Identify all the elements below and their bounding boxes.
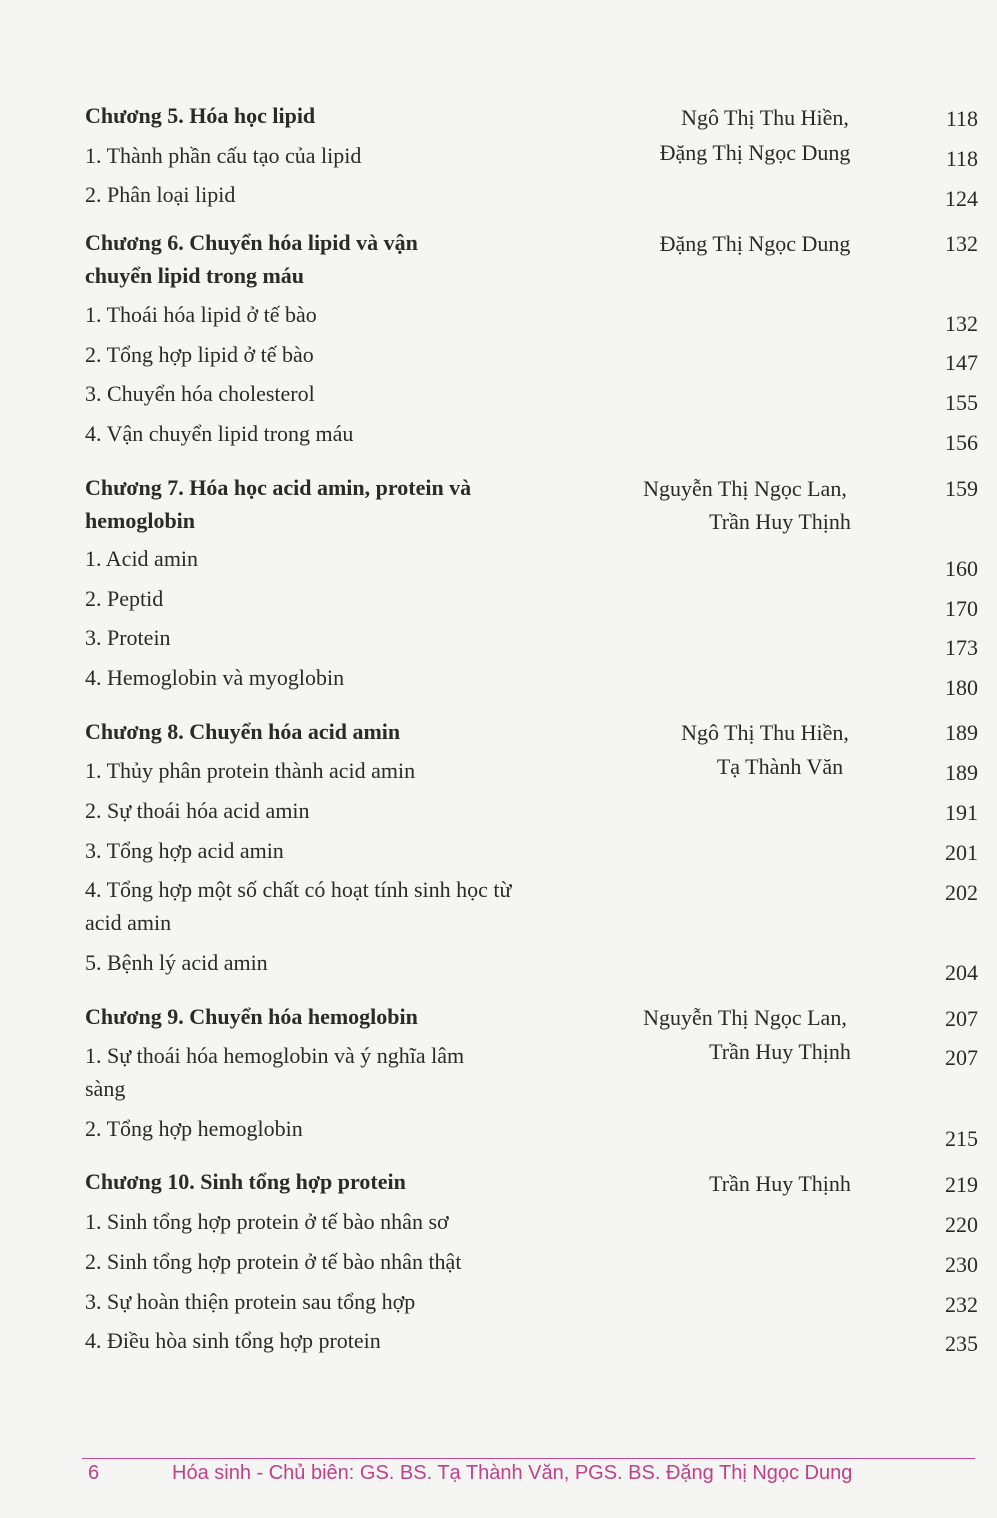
chapter-6-section-1: 1. Thoái hóa lipid ở tế bào	[85, 302, 317, 327]
chapter-7-section-1: 1. Acid amin	[85, 546, 199, 571]
chapter-9-author-2: Trần Huy Thịnh	[709, 1039, 851, 1064]
chapter-10-section-2: 2. Sinh tổng hợp protein ở tế bào nhân thật	[85, 1249, 462, 1274]
chapter-6-section-2-page: 147	[945, 350, 978, 375]
chapter-8-page: 189	[945, 720, 978, 745]
chapter-7-author-1: Nguyễn Thị Ngọc Lan,	[643, 476, 847, 501]
chapter-10-section-3: 3. Sự hoàn thiện protein sau tổng hợp	[85, 1289, 416, 1314]
chapter-6-title-1: Chương 6. Chuyển hóa lipid và vận	[85, 230, 418, 255]
chapter-5-section-1-page: 118	[945, 146, 978, 171]
footer-divider	[82, 1458, 975, 1459]
chapter-10-section-4: 4. Điều hòa sinh tổng hợp protein	[85, 1328, 381, 1353]
footer-book-info: Hóa sinh - Chủ biên: GS. BS. Tạ Thành Văn, PGS. BS. Đặng Thị Ngọc Dung	[172, 1462, 853, 1484]
chapter-6-section-4-page: 156	[945, 430, 978, 455]
chapter-7-section-1-page: 160	[945, 556, 978, 581]
chapter-8-section-3-page: 201	[945, 840, 978, 865]
chapter-10-page: 219	[945, 1172, 978, 1197]
chapter-6-section-3: 3. Chuyển hóa cholesterol	[85, 381, 315, 406]
chapter-9-section-1-line-2: sàng	[85, 1076, 126, 1101]
chapter-8-section-5-page: 204	[945, 960, 978, 985]
chapter-5-author-1: Ngô Thị Thu Hiền,	[681, 105, 849, 130]
chapter-10-section-1-page: 220	[945, 1212, 978, 1237]
chapter-10-title: Chương 10. Sinh tổng hợp protein	[85, 1169, 406, 1194]
chapter-7-title-2: hemoglobin	[85, 508, 196, 533]
chapter-10-section-1: 1. Sinh tổng hợp protein ở tế bào nhân sơ	[85, 1209, 449, 1234]
chapter-8-author-2: Tạ Thành Văn	[716, 754, 844, 779]
chapter-8-title: Chương 8. Chuyển hóa acid amin	[85, 719, 401, 744]
chapter-10-section-3-page: 232	[945, 1292, 978, 1317]
chapter-5-section-2: 2. Phân loại lipid	[85, 182, 236, 207]
chapter-9-section-2: 2. Tổng hợp hemoglobin	[85, 1116, 303, 1141]
chapter-8-section-3: 3. Tổng hợp acid amin	[85, 838, 284, 863]
chapter-6-section-4: 4. Vận chuyển lipid trong máu	[85, 421, 354, 446]
chapter-5-section-1: 1. Thành phần cấu tạo của lipid	[85, 143, 362, 168]
chapter-6-section-1-page: 132	[945, 311, 978, 336]
chapter-9-title: Chương 9. Chuyển hóa hemoglobin	[85, 1004, 418, 1029]
chapter-6-section-3-page: 155	[945, 390, 978, 415]
chapter-10-section-2-page: 230	[945, 1252, 978, 1277]
chapter-6-page: 132	[945, 231, 978, 256]
chapter-7-section-4-page: 180	[945, 675, 978, 700]
chapter-9-section-2-page: 215	[945, 1126, 978, 1151]
chapter-9-section-1-line-1: 1. Sự thoái hóa hemoglobin và ý nghĩa lâm	[85, 1043, 465, 1068]
chapter-8-section-2: 2. Sự thoái hóa acid amin	[85, 798, 310, 823]
chapter-5-title: Chương 5. Hóa học lipid	[85, 103, 316, 128]
chapter-8-section-4-page: 202	[945, 880, 978, 905]
chapter-9-section-1-page: 207	[945, 1045, 978, 1070]
chapter-5-section-2-page: 124	[945, 186, 978, 211]
chapter-8-section-1: 1. Thủy phân protein thành acid amin	[85, 758, 416, 783]
chapter-8-section-4-line-2: acid amin	[85, 910, 172, 935]
chapter-6-title-2: chuyển lipid trong máu	[85, 263, 305, 288]
chapter-9-author-1: Nguyễn Thị Ngọc Lan,	[643, 1005, 847, 1030]
chapter-7-title-1: Chương 7. Hóa học acid amin, protein và	[85, 475, 472, 500]
chapter-10-section-4-page: 235	[945, 1331, 978, 1356]
chapter-7-section-4: 4. Hemoglobin và myoglobin	[85, 665, 345, 690]
chapter-5-author-2: Đặng Thị Ngọc Dung	[659, 140, 851, 165]
chapter-7-section-2: 2. Peptid	[85, 586, 164, 611]
chapter-6-author-1: Đặng Thị Ngọc Dung	[659, 231, 851, 256]
chapter-8-author-1: Ngô Thị Thu Hiền,	[681, 720, 849, 745]
footer-page-number: 6	[88, 1462, 100, 1484]
chapter-7-page: 159	[945, 476, 978, 501]
chapter-8-section-1-page: 189	[945, 760, 978, 785]
chapter-7-section-3-page: 173	[945, 635, 978, 660]
chapter-8-section-5: 5. Bệnh lý acid amin	[85, 950, 268, 975]
chapter-6-section-2: 2. Tổng hợp lipid ở tế bào	[85, 342, 314, 367]
chapter-8-section-4-line-1: 4. Tổng hợp một số chất có hoạt tính sinh học từ	[85, 877, 512, 902]
chapter-5-page: 118	[945, 106, 978, 131]
chapter-7-author-2: Trần Huy Thịnh	[709, 509, 851, 534]
chapter-7-section-2-page: 170	[945, 596, 978, 621]
chapter-7-section-3: 3. Protein	[85, 625, 171, 650]
chapter-10-author-1: Trần Huy Thịnh	[709, 1171, 851, 1196]
chapter-8-section-2-page: 191	[945, 800, 978, 825]
chapter-9-page: 207	[945, 1006, 978, 1031]
